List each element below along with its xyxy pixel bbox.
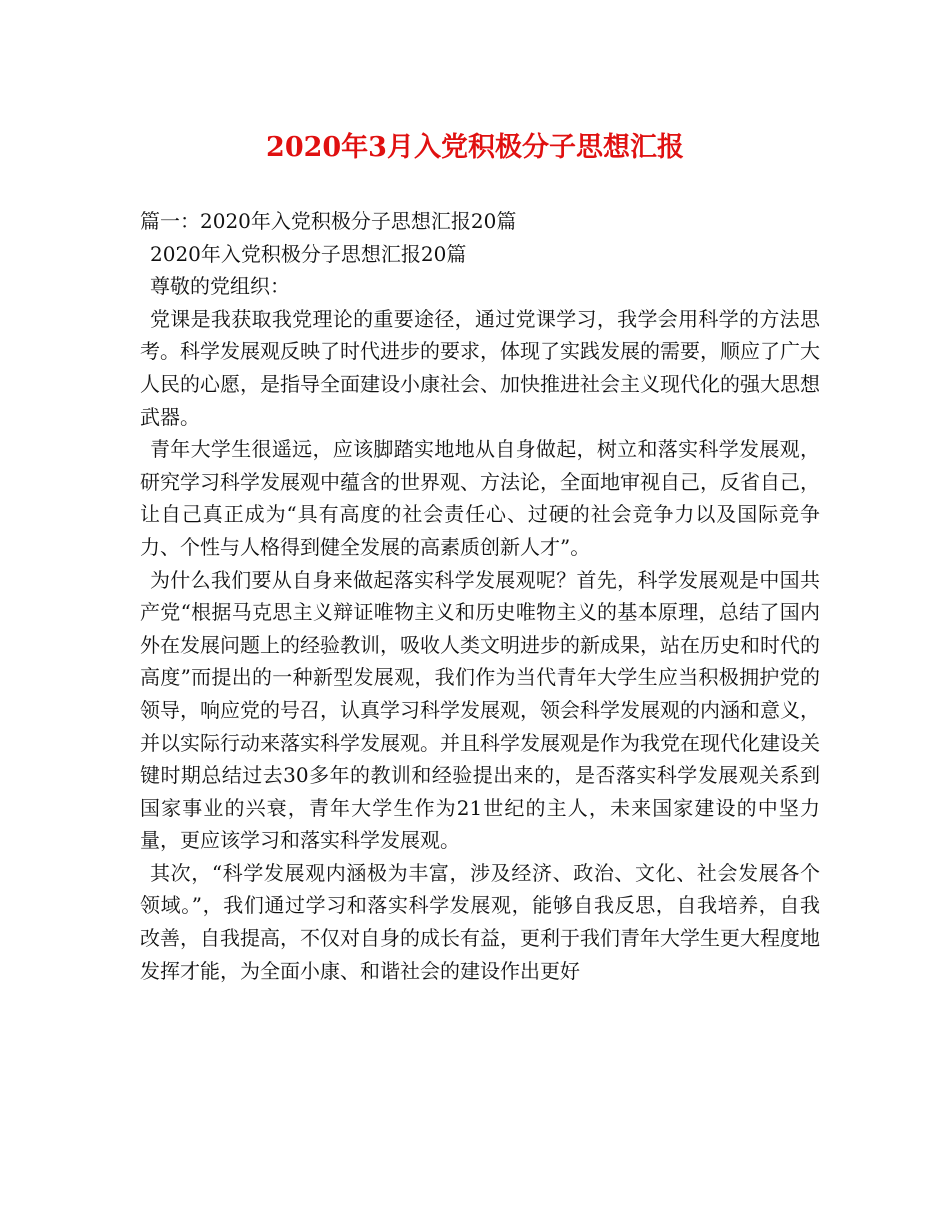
paragraph-body: 其次，“科学发展观内涵极为丰富，涉及经济、政治、文化、社会发展各个领域。”，我们通过学习和落实科学发展观，能够自我反思，自我培养，自我改善，自我提高，不仅对自身的成长有益，更利于我们青年大学生更大程度地发挥才能，为全面小康、和谐社会的建设作出更好	[140, 860, 820, 983]
paragraph-body: 青年大学生很遥远，应该脚踏实地地从自身做起，树立和落实科学发展观，研究学习科学发展观中蕴含的世界观、方法论，全面地审视自己，反省自己，让自己真正成为“具有高度的社会责任心、过硬的社会竞争力以及国际竞争力、个性与人格得到健全发展的高素质创新人才”。	[140, 437, 820, 559]
paragraph-body: 为什么我们要从自身来做起落实科学发展观呢？首先，科学发展观是中国共产党“根据马克思主义辩证唯物主义和历史唯物主义的基本原理，总结了国内外在发展问题上的经验教训，吸收人类文明进步的新成果，站在历史和时代的高度”而提出的一种新型发展观，我们作为当代青年大学生应当积极拥护党的领导，响应党的号召，认真学习科学发展观，领会科学发展观的内涵和意义，并以实际行动来落实科学发展观。并且科学发展观是作为我党在现代化建设关键时期总结过去30多年的教训和经验提出来的，是否落实科学发展观关系到国家事业的兴衰，青年大学生作为21世纪的主人，未来国家建设的中坚力量，更应该学习和落实科学发展观。	[140, 567, 820, 853]
paragraph-subtitle: 2020年入党积极分子思想汇报20篇	[150, 241, 467, 266]
paragraph-section-heading: 篇一：2020年入党积极分子思想汇报20篇	[140, 209, 517, 233]
paragraph-salutation: 尊敬的党组织：	[150, 274, 290, 299]
paragraph-body: 党课是我获取我党理论的重要途径，通过党课学习，我学会用科学的方法思考。科学发展观反映了时代进步的要求，体现了实践发展的需要，顺应了广大人民的心愿，是指导全面建设小康社会、加快推进社会主义现代化的强大思想武器。	[140, 306, 820, 429]
document-title: 2020年3月入党积极分子思想汇报	[266, 132, 684, 163]
document-body	[140, 205, 820, 987]
